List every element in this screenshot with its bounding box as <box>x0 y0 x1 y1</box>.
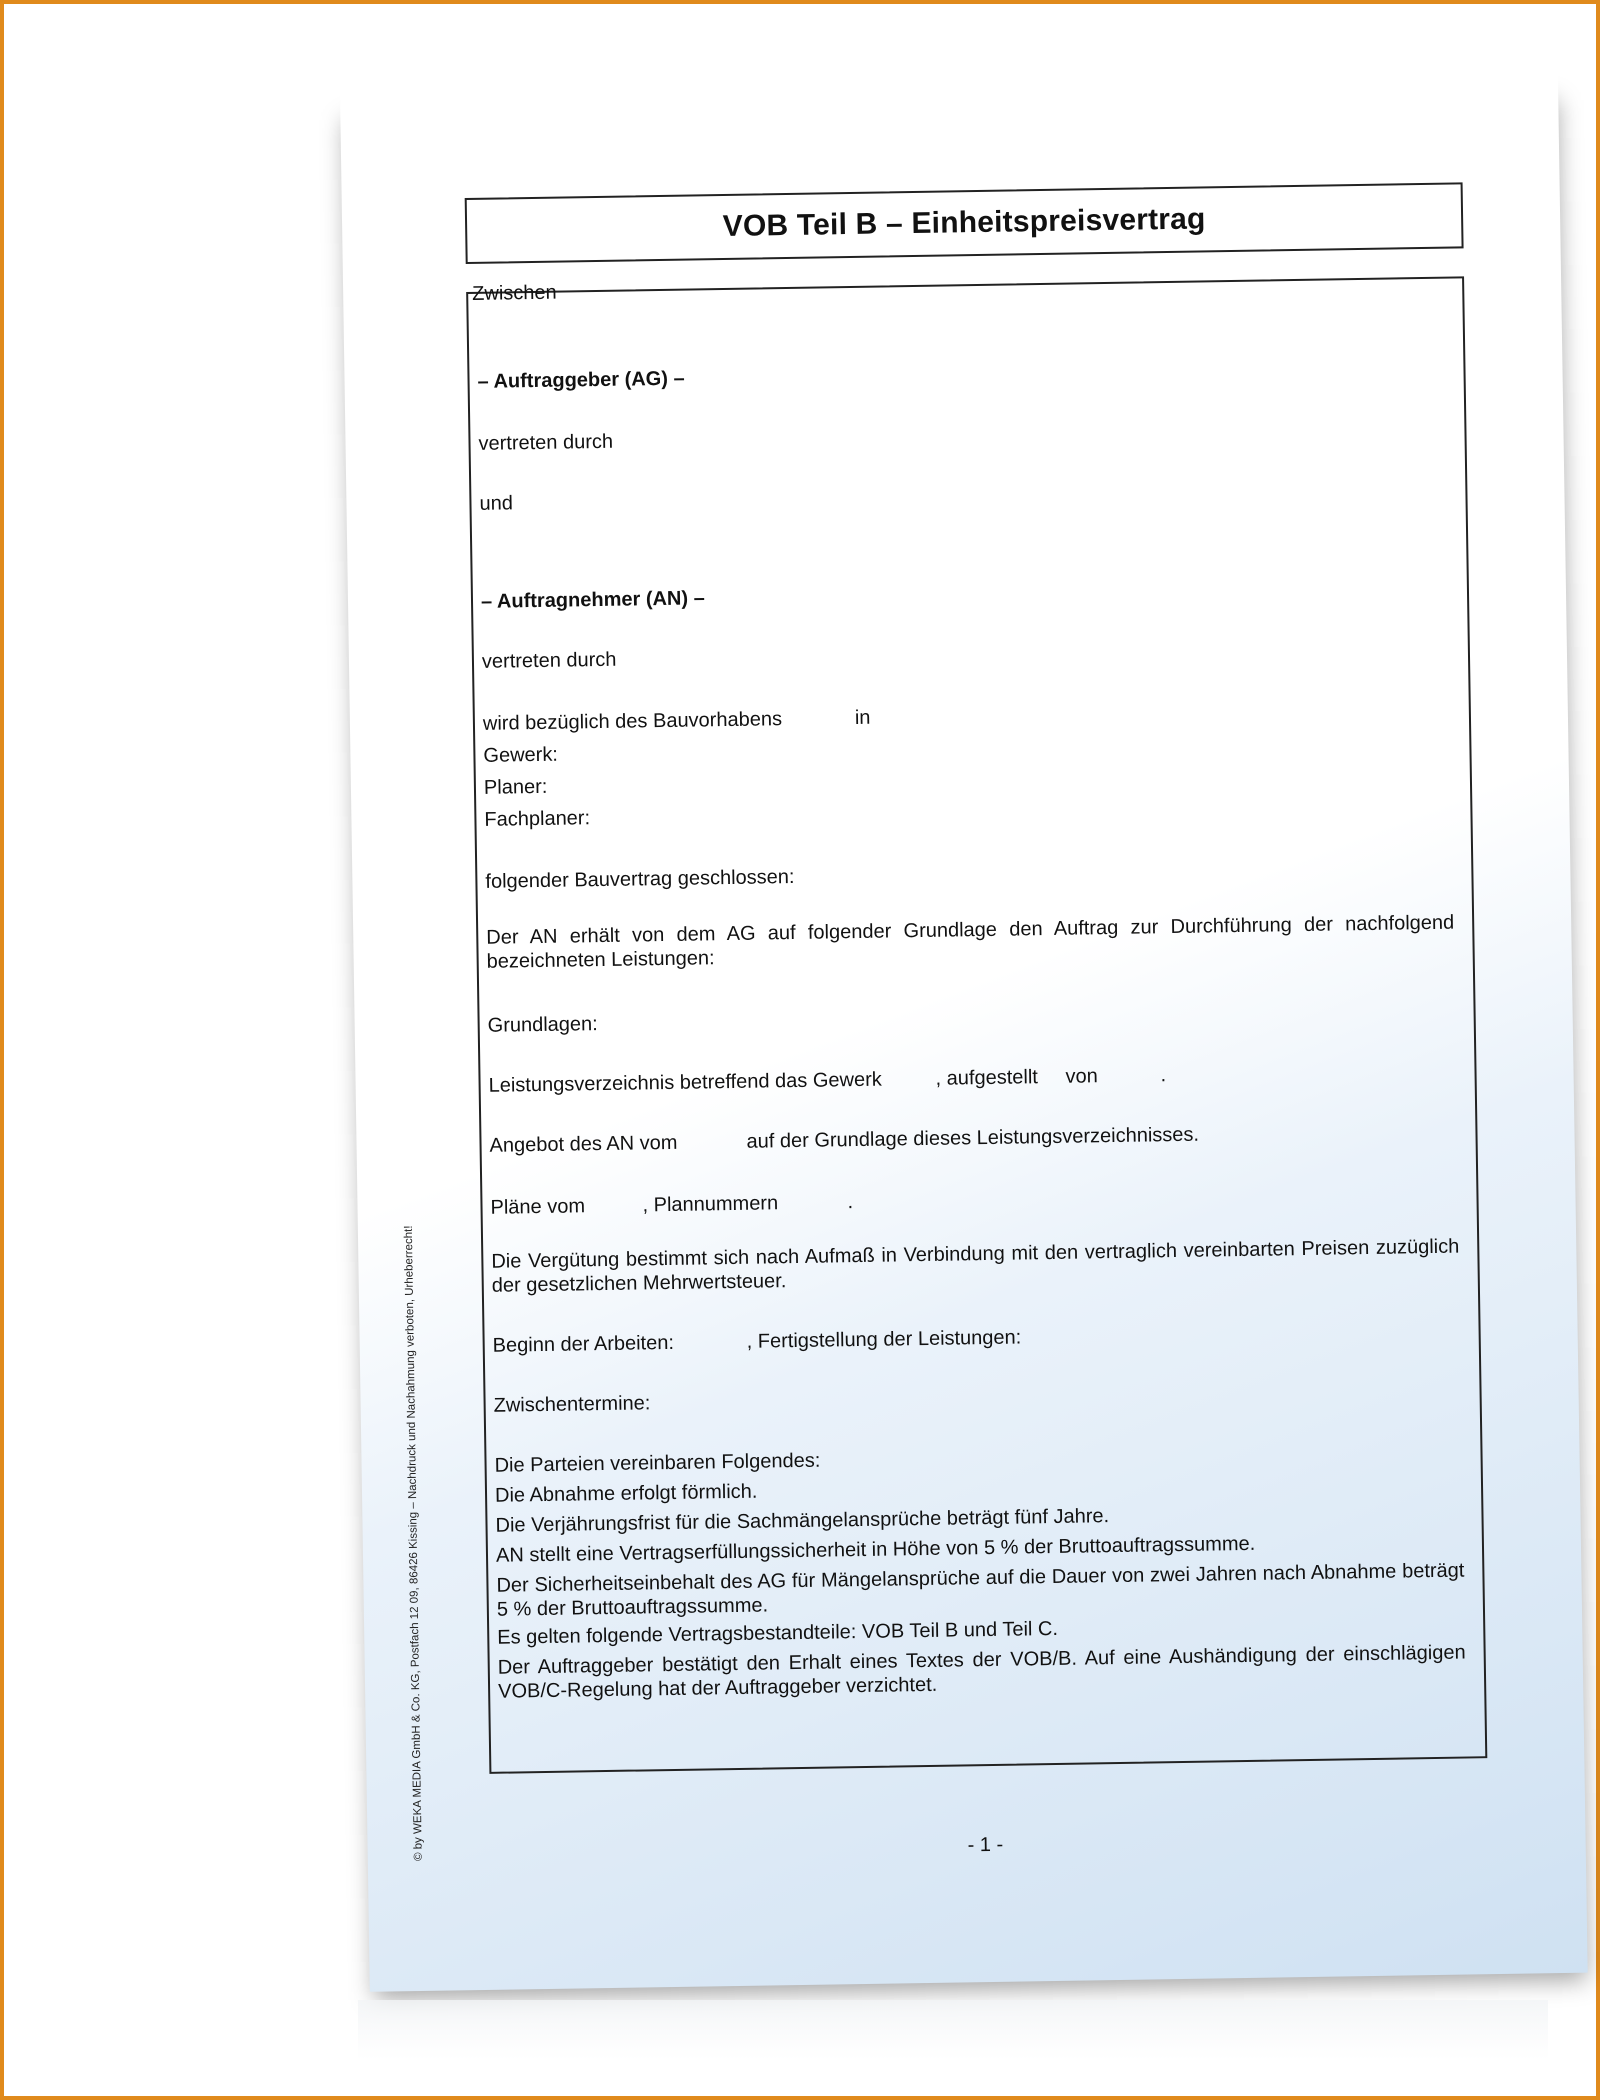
zwischen-text: Zwischen <box>472 281 557 305</box>
fachplaner-label: Fachplaner: <box>484 807 591 831</box>
bauvorhaben-in-text: in <box>854 706 871 729</box>
aufgestellt-text: , aufgestellt <box>935 1066 1039 1090</box>
plaene-text: Pläne vom <box>490 1195 586 1219</box>
document-page <box>340 73 1588 1992</box>
grundlagen-label: Grundlagen: <box>487 1013 598 1037</box>
gewerk-label: Gewerk: <box>483 743 559 767</box>
parteien-text: Die Parteien vereinbaren Folgendes: <box>494 1449 821 1477</box>
contract-content-box <box>466 276 1487 1773</box>
copyright-notice: © by WEKA MEDIA GmbH & Co. KG, Postfach 12 09, 86426 Kissing – Nachdruck und Nachahmung verboten, Urheberrecht! <box>402 1225 425 1862</box>
auftragnehmer-heading: – Auftragnehmer (AN) – <box>480 587 705 613</box>
angebot-rest-text: auf der Grundlage dieses Leistungsverzeichnisses. <box>746 1123 1200 1153</box>
plannummern-text: , Plannummern <box>642 1192 779 1217</box>
einbehalt-paragraph: Der Sicherheitseinbehalt des AG für Mängelansprüche auf die Dauer von zwei Jahren nach Abnahme beträgt 5 % der Bruttoauftragssumme. <box>496 1559 1465 1621</box>
verjaehrung-text: Die Verjährungsfrist für die Sachmängelansprüche beträgt fünf Jahre. <box>495 1505 1110 1537</box>
vertreten-an-text: vertreten durch <box>481 648 617 673</box>
abnahme-text: Die Abnahme erfolgt förmlich. <box>494 1480 758 1507</box>
verguetung-paragraph: Die Vergütung bestimmt sich nach Aufmaß in Verbindung mit den vertraglich vereinbarten Preisen zuzüglich der gesetzlichen Mehrwertsteuer. <box>491 1235 1460 1297</box>
fertigstellung-text: , Fertigstellung der Leistungen: <box>746 1326 1022 1353</box>
auftraggeber-heading: – Auftraggeber (AG) – <box>477 367 685 393</box>
title-box <box>465 182 1464 264</box>
und-text: und <box>479 492 514 515</box>
lv-period: . <box>1160 1064 1167 1087</box>
auftrag-paragraph: Der AN erhält von dem AG auf folgender Grundlage den Auftrag zur Durchführung der nachfolgend bezeichneten Leistungen: <box>486 911 1455 973</box>
page-number: - 1 - <box>967 1833 1004 1857</box>
page-title: VOB Teil B – Einheitspreisvertrag <box>722 202 1206 244</box>
beginn-text: Beginn der Arbeiten: <box>492 1331 675 1357</box>
bauvorhaben-text: wird bezüglich des Bauvorhabens <box>482 708 783 735</box>
von-text: von <box>1065 1065 1098 1088</box>
bestandteile-text: Es gelten folgende Vertragsbestandteile: VOB Teil B und Teil C. <box>497 1617 1059 1649</box>
zwischentermine-label: Zwischentermine: <box>493 1392 651 1417</box>
sicherheit-text: AN stellt eine Vertragserfüllungssicherheit in Höhe von 5 % der Bruttoauftragssumme. <box>495 1532 1256 1567</box>
page-reflection <box>358 2000 1548 2060</box>
planer-label: Planer: <box>483 775 548 799</box>
plaene-period: . <box>847 1191 854 1214</box>
leistungsverzeichnis-text: Leistungsverzeichnis betreffend das Gewerk <box>488 1068 882 1097</box>
erhalt-paragraph: Der Auftraggeber bestätigt den Erhalt eines Textes der VOB/B. Auf eine Aushändigung der einschlägigen VOB/C-Regelung hat der Auftraggeber verzichtet. <box>497 1641 1466 1703</box>
geschlossen-text: folgender Bauvertrag geschlossen: <box>485 865 795 893</box>
angebot-text: Angebot des AN vom <box>489 1131 678 1157</box>
vertreten-ag-text: vertreten durch <box>478 430 614 455</box>
